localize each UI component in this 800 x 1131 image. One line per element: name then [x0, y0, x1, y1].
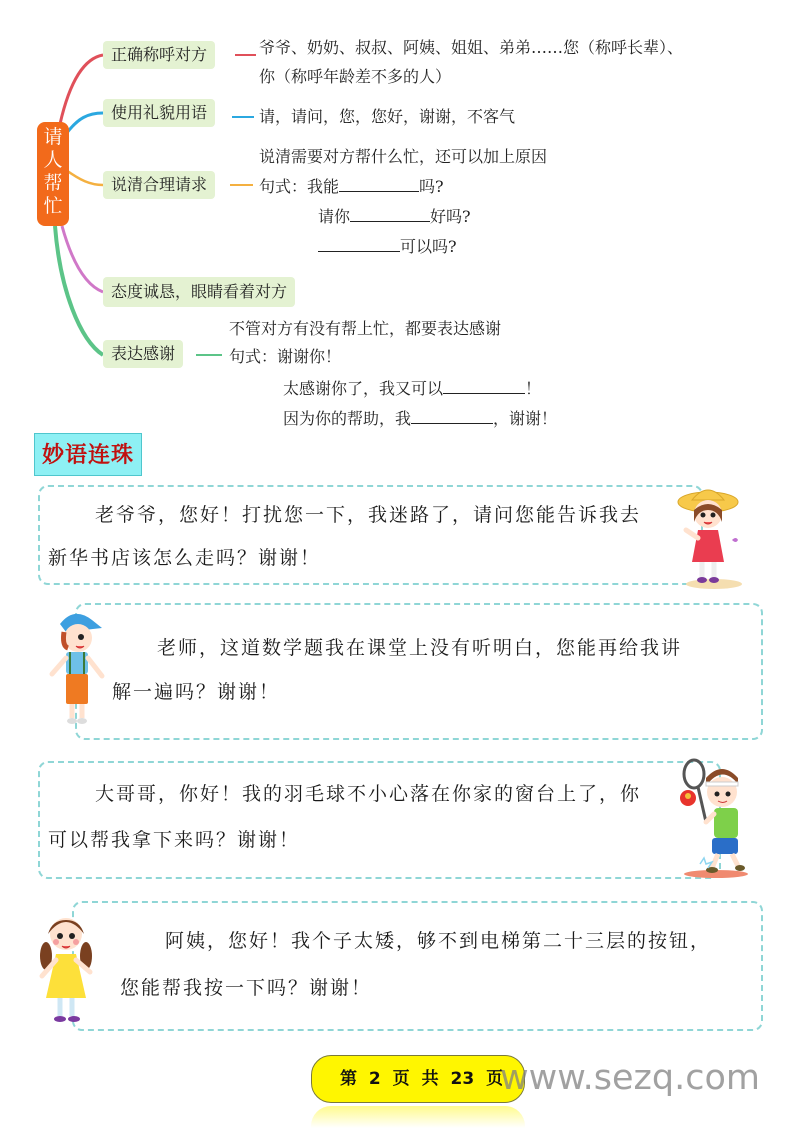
girl-pigtails-illustration	[34, 906, 104, 1028]
watermark: www.sezq.com	[500, 1058, 761, 1098]
fill-blank	[443, 378, 525, 394]
branch-1-text-line-2: 你（称呼年龄差不多的人）	[259, 67, 452, 86]
branch-5-text-line-1: 不管对方有没有帮上忙，都要表达感谢	[229, 319, 502, 338]
root-char: 帮	[43, 172, 63, 194]
request-pattern-2: 请你 好吗?	[318, 207, 471, 226]
dialog-3-line-1: 大哥哥，你好！我的羽毛球不小心落在你家的窗台上了，你	[95, 783, 642, 805]
branch-3-text: 说清需要对方帮什么忙，还可以加上原因	[259, 147, 548, 166]
branch-express-thanks: 表达感谢	[103, 340, 183, 368]
branch-clear-request: 说清合理请求	[103, 171, 215, 199]
branch-address-correctly: 正确称呼对方	[103, 41, 215, 69]
dialog-1-line-1: 老爷爷，您好！打扰您一下，我迷路了，请问您能告诉我去	[95, 504, 642, 526]
girl-straw-hat-illustration	[674, 480, 746, 590]
dialog-3-line-2: 可以帮我拿下来吗？谢谢！	[48, 829, 301, 851]
dialog-2-line-1: 老师，这道数学题我在课堂上没有听明白，您能再给我讲	[157, 637, 683, 659]
mindmap-root-node	[37, 122, 69, 226]
fill-blank	[350, 206, 430, 222]
dialog-4-line-1: 阿姨，您好！我个子太矮，够不到电梯第二十三层的按钮，	[165, 930, 712, 952]
request-pattern-3: 可以吗?	[318, 236, 457, 258]
page-indicator-reflection	[311, 1106, 525, 1128]
page-indicator: 第 2 页 共 23 页	[311, 1055, 525, 1103]
thanks-pattern-2: 因为你的帮助，我 ，谢谢！	[283, 409, 558, 428]
dialog-4-line-2: 您能帮我按一下吗？谢谢！	[120, 977, 373, 999]
branch-sincere-attitude: 态度诚恳，眼睛看着对方	[103, 277, 295, 307]
fill-blank	[411, 408, 493, 424]
thanks-pattern-1: 太感谢你了，我又可以 ！	[283, 379, 542, 398]
request-pattern-1: 句式：我能 吗?	[259, 177, 444, 196]
dialog-1-line-2: 新华书店该怎么走吗？谢谢！	[48, 547, 322, 569]
root-char: 请	[43, 126, 63, 148]
section-title: 妙语连珠	[34, 433, 142, 476]
root-char: 忙	[43, 195, 63, 217]
boy-racket-illustration	[672, 756, 756, 880]
branch-polite-words: 使用礼貌用语	[103, 99, 215, 127]
branch-1-text-line-1: 爷爷、奶奶、叔叔、阿姨、姐姐、弟弟……您（称呼长辈）、	[259, 38, 684, 57]
fill-blank	[339, 176, 419, 192]
boy-blue-cap-illustration	[44, 606, 110, 728]
branch-5-text-line-2: 句式：谢谢你！	[229, 347, 342, 366]
root-char: 人	[43, 149, 63, 171]
fill-blank	[318, 236, 400, 252]
dialog-2-line-2: 解一遍吗？谢谢！	[112, 681, 281, 703]
branch-2-text: 请，请问，您，您好，谢谢，不客气	[259, 107, 516, 126]
